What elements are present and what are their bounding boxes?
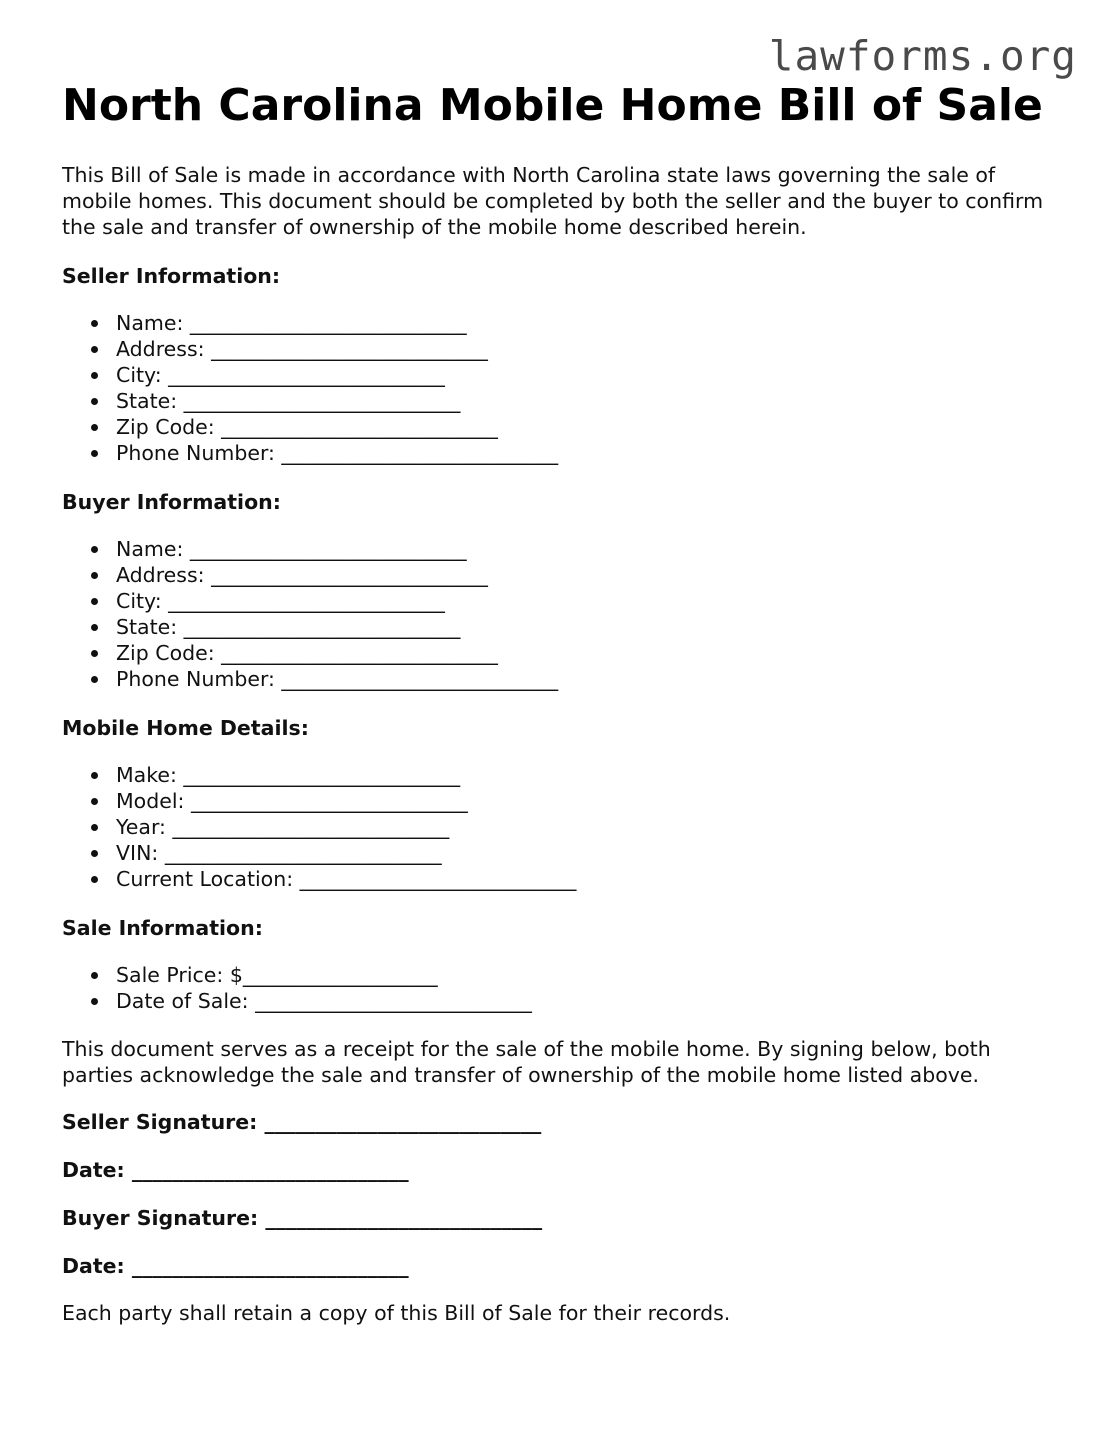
seller-info-heading: Seller Information: <box>62 264 281 288</box>
buyer-info-heading: Buyer Information: <box>62 490 281 514</box>
seller-address-field[interactable]: Address: ___________________________ <box>116 336 1062 362</box>
seller-date-field[interactable]: Date: ___________________________ <box>62 1158 409 1182</box>
buyer-date-field[interactable]: Date: ___________________________ <box>62 1254 409 1278</box>
buyer-address-field[interactable]: Address: ___________________________ <box>116 562 1062 588</box>
lawforms-watermark: lawforms.org <box>768 32 1077 80</box>
seller-phone-field[interactable]: Phone Number: ___________________________ <box>116 440 1062 466</box>
date-of-sale-field[interactable]: Date of Sale: ___________________________ <box>116 988 1062 1014</box>
seller-name-field[interactable]: Name: ___________________________ <box>116 310 1062 336</box>
intro-paragraph: This Bill of Sale is made in accordance with North Carolina state laws governing the sale of mobile homes. This document should be completed by both the seller and the buyer to confirm the sale and transfer of ownership of the mobile home described herein. <box>62 163 1044 239</box>
buyer-city-field[interactable]: City: ___________________________ <box>116 588 1062 614</box>
buyer-zip-field[interactable]: Zip Code: ___________________________ <box>116 640 1062 666</box>
mobile-home-details-heading: Mobile Home Details: <box>62 716 309 740</box>
mobile-home-fields-list <box>62 762 1062 892</box>
buyer-state-field[interactable]: State: ___________________________ <box>116 614 1062 640</box>
seller-state-field[interactable]: State: ___________________________ <box>116 388 1062 414</box>
sale-price-field[interactable]: Sale Price: $___________________ <box>116 962 1062 988</box>
seller-fields-list <box>62 310 1062 466</box>
make-field[interactable]: Make: ___________________________ <box>116 762 1062 788</box>
seller-zip-field[interactable]: Zip Code: ___________________________ <box>116 414 1062 440</box>
current-location-field[interactable]: Current Location: ___________________________ <box>116 866 1062 892</box>
sale-info-heading: Sale Information: <box>62 916 263 940</box>
buyer-name-field[interactable]: Name: ___________________________ <box>116 536 1062 562</box>
bill-of-sale-document <box>62 78 1062 1326</box>
buyer-fields-list <box>62 536 1062 692</box>
document-title: North Carolina Mobile Home Bill of Sale <box>62 80 1043 131</box>
seller-signature-field[interactable]: Seller Signature: ___________________________ <box>62 1110 542 1134</box>
buyer-phone-field[interactable]: Phone Number: ___________________________ <box>116 666 1062 692</box>
year-field[interactable]: Year: ___________________________ <box>116 814 1062 840</box>
vin-field[interactable]: VIN: ___________________________ <box>116 840 1062 866</box>
seller-city-field[interactable]: City: ___________________________ <box>116 362 1062 388</box>
sale-fields-list <box>62 962 1062 1014</box>
final-note: Each party shall retain a copy of this Bill of Sale for their records. <box>62 1301 731 1325</box>
model-field[interactable]: Model: ___________________________ <box>116 788 1062 814</box>
closing-paragraph: This document serves as a receipt for the sale of the mobile home. By signing below, both parties acknowledge the sale and transfer of ownership of the mobile home listed above. <box>62 1037 991 1087</box>
buyer-signature-field[interactable]: Buyer Signature: ___________________________ <box>62 1206 543 1230</box>
